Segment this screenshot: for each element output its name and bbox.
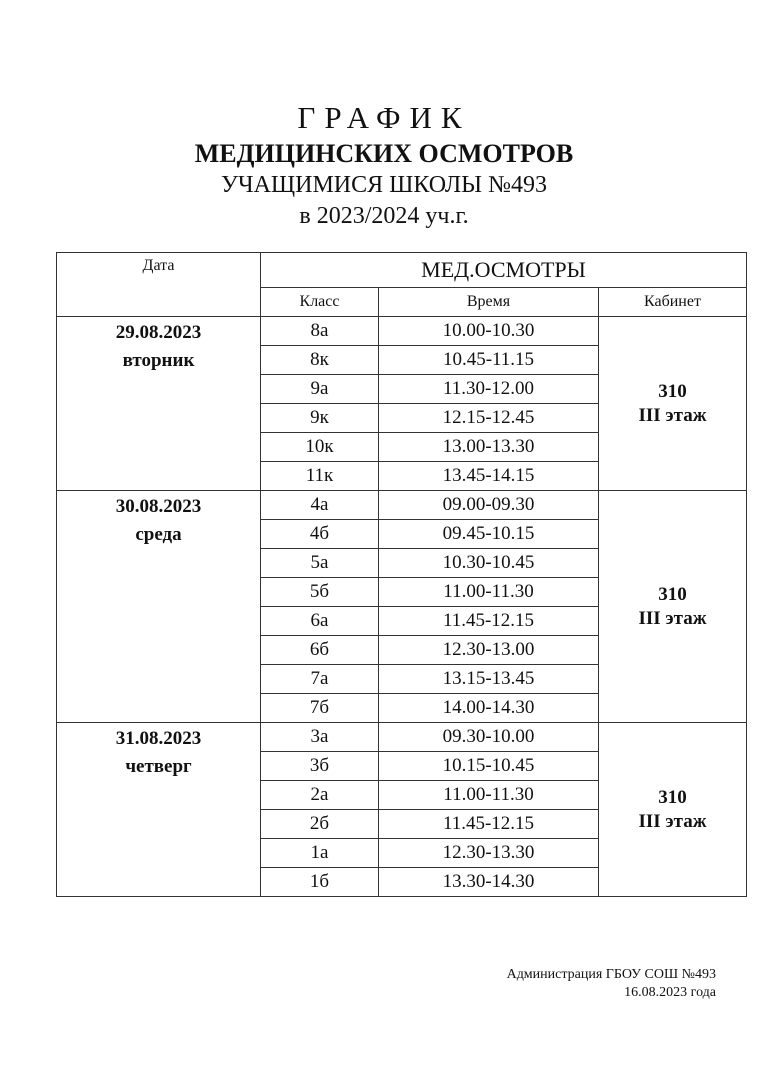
class-cell: 1а — [261, 839, 379, 868]
date-value: 29.08.2023 — [115, 322, 202, 343]
time-cell: 09.45-10.15 — [379, 520, 599, 549]
class-cell: 2б — [261, 810, 379, 839]
weekday-value: четверг — [125, 756, 192, 777]
class-cell: 2а — [261, 781, 379, 810]
time-cell: 13.30-14.30 — [379, 868, 599, 897]
time-cell: 11.45-12.15 — [379, 607, 599, 636]
room-cell — [599, 723, 747, 897]
date-cell — [57, 317, 261, 491]
room-number: 310 — [658, 786, 687, 808]
class-cell: 9а — [261, 375, 379, 404]
time-cell: 10.45-11.15 — [379, 346, 599, 375]
class-cell: 6а — [261, 607, 379, 636]
time-cell: 12.30-13.00 — [379, 636, 599, 665]
weekday-value: среда — [135, 524, 182, 545]
class-cell: 7а — [261, 665, 379, 694]
time-cell: 14.00-14.30 — [379, 694, 599, 723]
column-header-date: Дата — [57, 253, 261, 317]
class-cell: 4б — [261, 520, 379, 549]
class-cell: 9к — [261, 404, 379, 433]
time-cell: 13.15-13.45 — [379, 665, 599, 694]
time-cell: 13.45-14.15 — [379, 462, 599, 491]
class-cell: 3б — [261, 752, 379, 781]
room-cell — [599, 491, 747, 723]
class-cell: 6б — [261, 636, 379, 665]
footer-date: 16.08.2023 года — [624, 985, 716, 1000]
date-value: 31.08.2023 — [115, 728, 202, 749]
room-number: 310 — [658, 380, 687, 402]
class-cell: 1б — [261, 868, 379, 897]
title-main: ГРАФИК — [297, 100, 471, 135]
column-header-time: Время — [379, 288, 599, 317]
title-year: в 2023/2024 уч.г. — [299, 203, 469, 229]
room-floor: III этаж — [638, 810, 707, 832]
column-header-room: Кабинет — [599, 288, 747, 317]
time-cell: 09.30-10.00 — [379, 723, 599, 752]
footer-signature: Администрация ГБОУ СОШ №493 — [506, 967, 716, 982]
time-cell: 12.30-13.30 — [379, 839, 599, 868]
room-floor: III этаж — [638, 607, 707, 629]
room-cell — [599, 317, 747, 491]
time-cell: 11.30-12.00 — [379, 375, 599, 404]
room-floor: III этаж — [638, 404, 707, 426]
class-cell: 5б — [261, 578, 379, 607]
room-number: 310 — [658, 583, 687, 605]
table-row — [57, 723, 747, 752]
class-cell: 7б — [261, 694, 379, 723]
time-cell: 10.00-10.30 — [379, 317, 599, 346]
class-cell: 5а — [261, 549, 379, 578]
schedule-table — [56, 252, 747, 897]
weekday-value: вторник — [122, 350, 195, 371]
class-cell: 3а — [261, 723, 379, 752]
date-cell — [57, 491, 261, 723]
table-row — [57, 491, 747, 520]
footer — [507, 966, 716, 1002]
title-school: УЧАЩИМИСЯ ШКОЛЫ №493 — [220, 172, 547, 198]
time-cell: 11.45-12.15 — [379, 810, 599, 839]
class-cell: 8к — [261, 346, 379, 375]
time-cell: 10.15-10.45 — [379, 752, 599, 781]
class-cell: 8а — [261, 317, 379, 346]
date-cell — [57, 723, 261, 897]
class-cell: 4а — [261, 491, 379, 520]
time-cell: 09.00-09.30 — [379, 491, 599, 520]
time-cell: 13.00-13.30 — [379, 433, 599, 462]
table-row — [57, 317, 747, 346]
time-cell: 11.00-11.30 — [379, 781, 599, 810]
class-cell: 11к — [261, 462, 379, 491]
title-subtitle: МЕДИЦИНСКИХ ОСМОТРОВ — [194, 139, 574, 168]
time-cell: 10.30-10.45 — [379, 549, 599, 578]
time-cell: 12.15-12.45 — [379, 404, 599, 433]
column-header-group: МЕД.ОСМОТРЫ — [261, 253, 747, 288]
date-value: 30.08.2023 — [115, 496, 202, 517]
class-cell: 10к — [261, 433, 379, 462]
column-header-class: Класс — [261, 288, 379, 317]
time-cell: 11.00-11.30 — [379, 578, 599, 607]
